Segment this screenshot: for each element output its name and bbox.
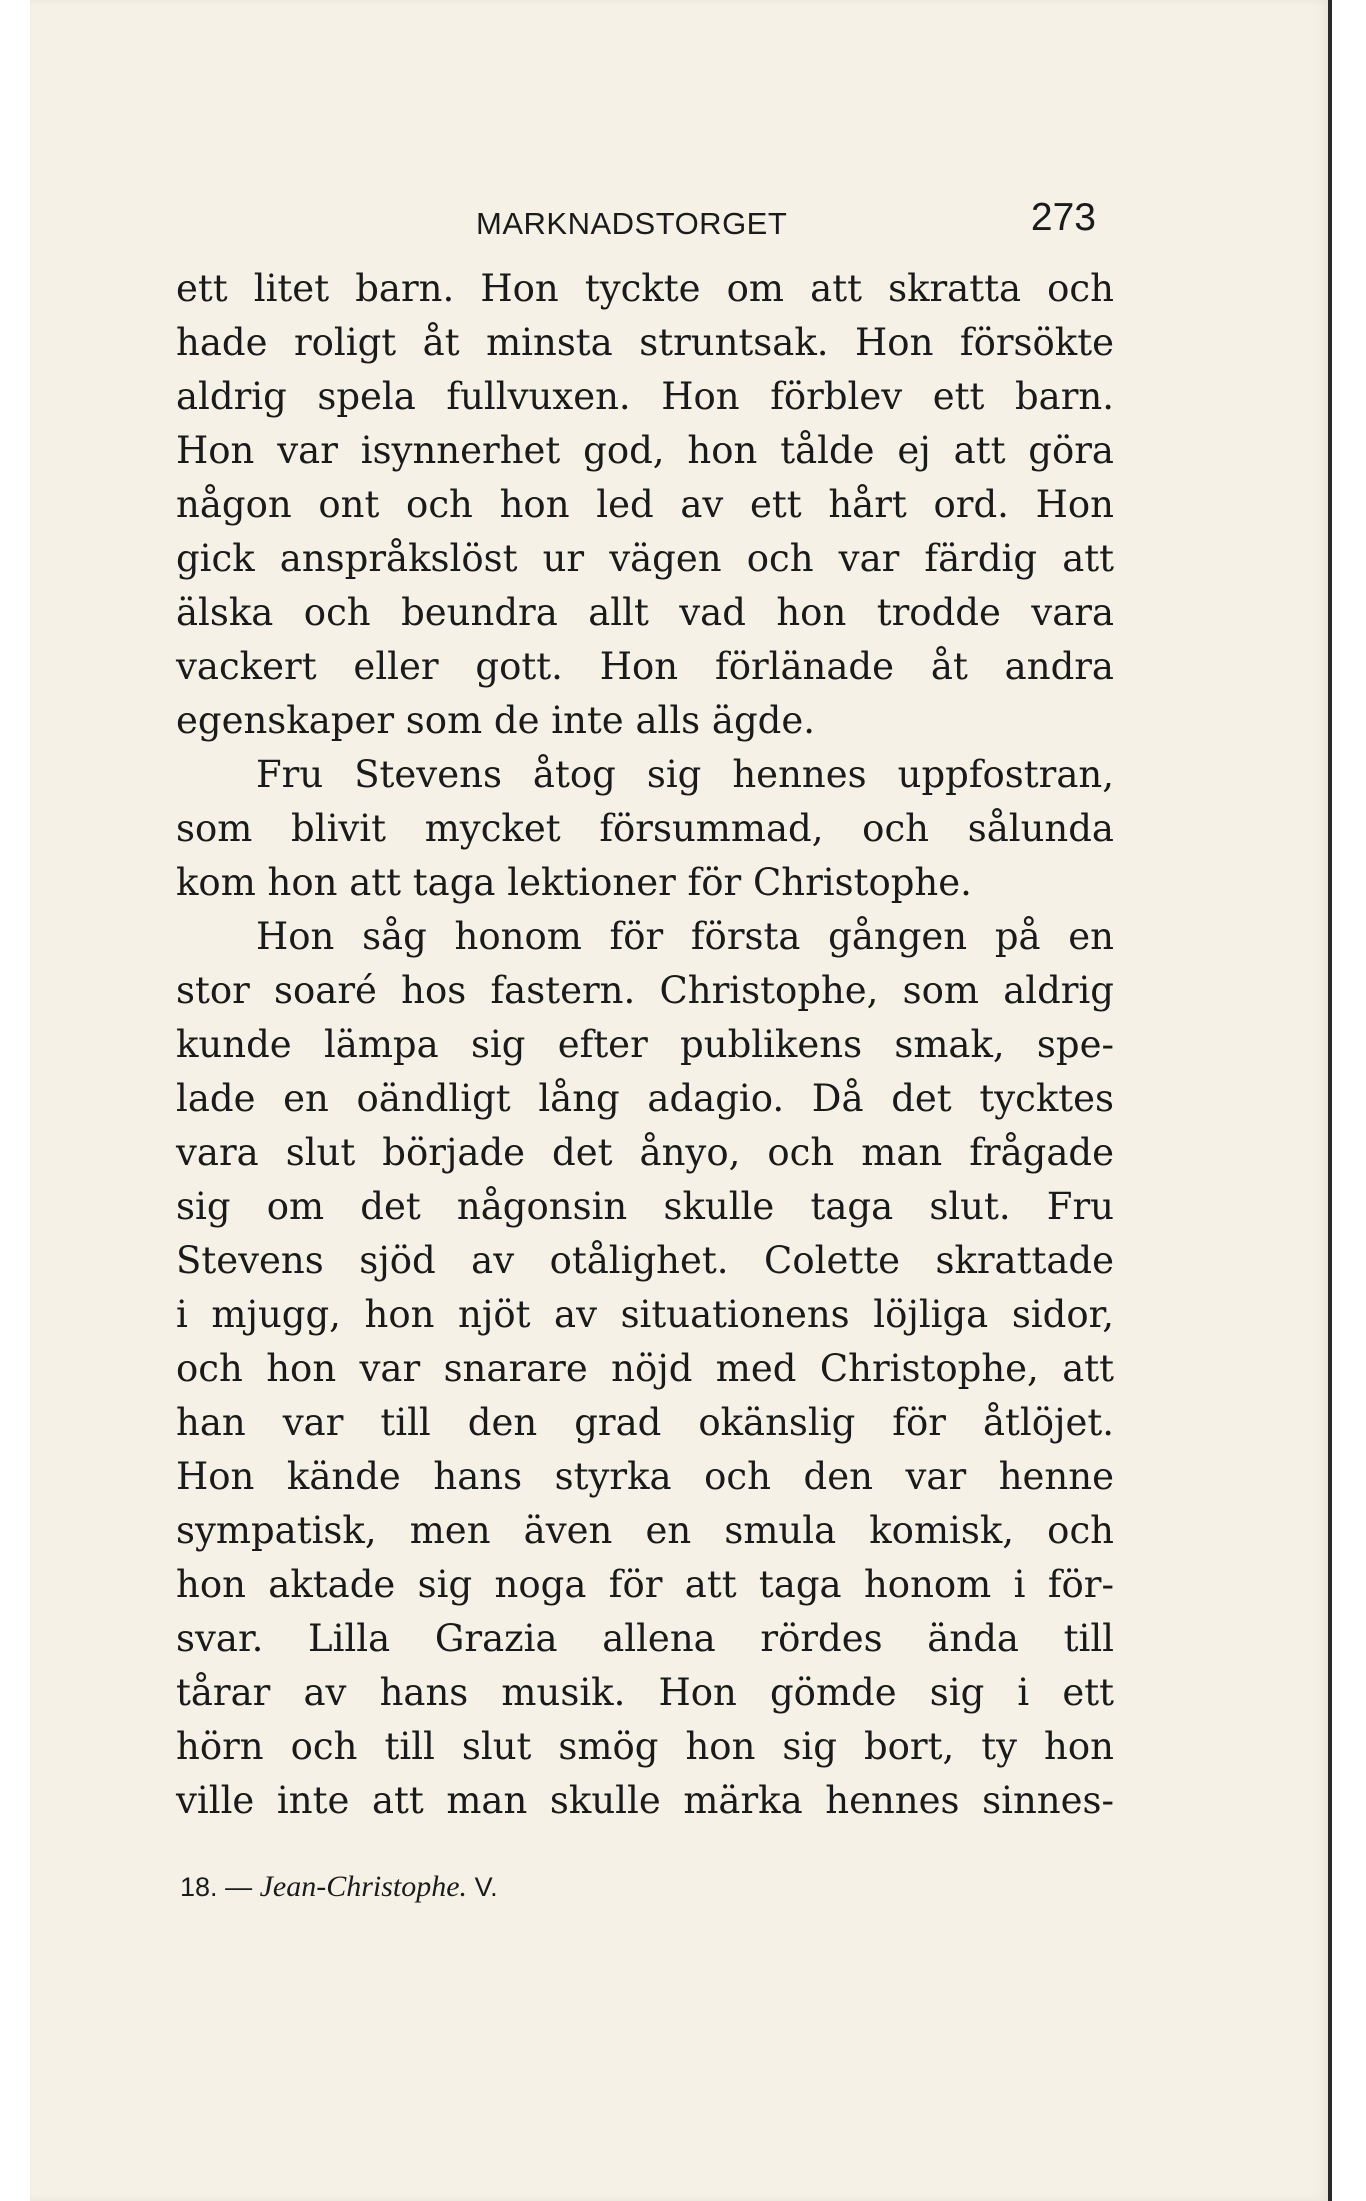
footer-book-title: Jean-Christophe. [259, 1870, 468, 1903]
text-line: någon ont och hon led av ett hårt ord. Hon [176, 483, 1114, 526]
text-line: kunde lämpa sig efter publikens smak, spe- [176, 1023, 1114, 1066]
text-line: i mjugg, hon njöt av situationens löjliga sidor, [176, 1293, 1114, 1336]
page-number: 273 [1030, 196, 1096, 239]
text-line: stor soaré hos fastern. Christophe, som aldrig [176, 969, 1114, 1012]
text-line: han var till den grad okänslig för åtlöjet. [176, 1401, 1114, 1444]
text-line: gick anspråkslöst ur vägen och var färdig att [176, 537, 1114, 580]
text-line: älska och beundra allt vad hon trodde vara [176, 591, 1114, 634]
text-line: sig om det någonsin skulle taga slut. Fru [176, 1185, 1114, 1228]
text-line: Hon kände hans styrka och den var henne [176, 1455, 1114, 1498]
footer-dash: — [225, 1872, 253, 1902]
text-line: ville inte att man skulle märka hennes sinnes- [176, 1779, 1114, 1822]
text-line: hon aktade sig noga för att taga honom i för- [176, 1563, 1114, 1606]
text-line: Hon såg honom för första gången på en [256, 915, 1114, 958]
book-page [30, 0, 1330, 2201]
text-line: svar. Lilla Grazia allena rördes ända till [176, 1617, 1114, 1660]
text-line: kom hon att taga lektioner för Christophe. [176, 861, 972, 904]
running-title: MARKNADSTORGET [476, 206, 788, 241]
page-header [476, 196, 1096, 256]
text-line: Fru Stevens åtog sig hennes uppfostran, [256, 753, 1114, 796]
text-line: egenskaper som de inte alls ägde. [176, 699, 816, 742]
text-line: Hon var isynnerhet god, hon tålde ej att göra [176, 429, 1114, 472]
text-line: lade en oändligt lång adagio. Då det tycktes [176, 1077, 1114, 1120]
text-line: sympatisk, men även en smula komisk, och [176, 1509, 1114, 1552]
text-line: tårar av hans musik. Hon gömde sig i ett [176, 1671, 1114, 1714]
text-line: och hon var snarare nöjd med Christophe, att [176, 1347, 1114, 1390]
text-line: aldrig spela fullvuxen. Hon förblev ett barn. [176, 375, 1114, 418]
text-line: vara slut började det ånyo, och man frågade [176, 1131, 1114, 1174]
text-line: vackert eller gott. Hon förlänade åt andra [176, 645, 1114, 688]
signature-number: 18. [180, 1872, 218, 1902]
text-line: Stevens sjöd av otålighet. Colette skrattade [176, 1239, 1114, 1282]
text-line: hörn och till slut smög hon sig bort, ty hon [176, 1725, 1114, 1768]
signature-footer [180, 1870, 498, 1910]
page-edge [1328, 0, 1332, 2201]
text-line: som blivit mycket försummad, och sålunda [176, 807, 1114, 850]
footer-volume: V. [474, 1872, 498, 1902]
text-line: hade roligt åt minsta struntsak. Hon försökte [176, 321, 1114, 364]
body-text [176, 262, 1114, 1828]
text-line: ett litet barn. Hon tyckte om att skratta och [176, 267, 1114, 310]
